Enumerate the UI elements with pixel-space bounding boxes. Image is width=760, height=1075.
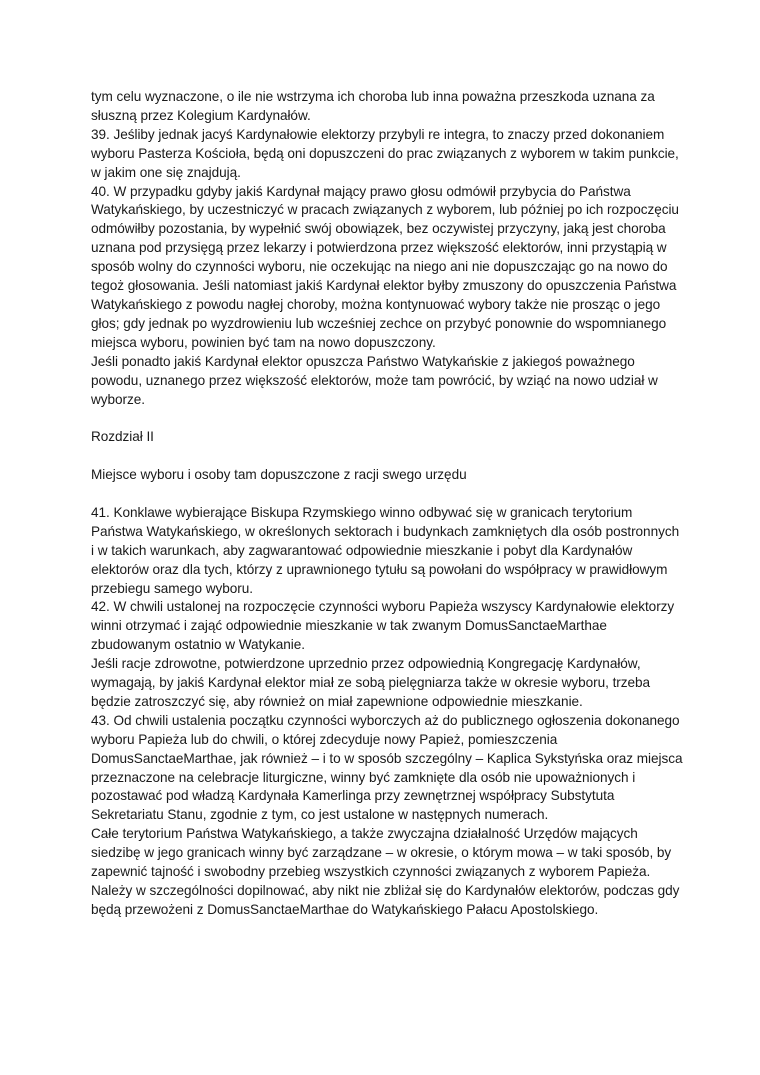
paragraph-article-40-cont: Jeśli ponadto jakiś Kardynał elektor opuszcza Państwo Watykańskie z jakiegoś poważnego powodu, uznanego przez większość elektorów, może tam powrócić, by wziąć na nowo udział w wyborze. xyxy=(91,353,658,407)
paragraph-article-40: 40. W przypadku gdyby jakiś Kardynał mający prawo głosu odmówił przybycia do Państwa Watykańskiego, by uczestniczyć w pracach związanych z wyborem, lub później po ich rozpoczęciu odmówiłby pozostania, by wypełnić swój obowiązek, bez oczywistej przyczyny, jaką jest choroba uznana pod przysięgą przez lekarzy i potwierdzona przez większość elektorów, inni przystąpią w sposób wolny do czynności wyboru, nie oczekując na niego ani nie dopuszczając go na nowo do tegoż głosowania. Jeśli natomiast jakiś Kardynał elektor byłby zmuszony do opuszczenia Państwa Watykańskiego z powodu nagłej choroby, można kontynuować wybory także nie prosząc o jego głos; gdy jednak po wyzdrowieniu lub wcześniej zechce on przybyć ponownie do wspomnianego miejsca wyboru, powinien być tam na nowo dopuszczony. xyxy=(91,183,679,350)
paragraph-article-42-cont: Jeśli racje zdrowotne, potwierdzone uprzednio przez odpowiednią Kongregację Kardynałów, wymagają, by jakiś Kardynał elektor miał ze sobą pielęgniarza także w okresie wyboru, trzeba będzie zatroszczyć się, aby również on miał zapewnione odpowiednie mieszkanie. xyxy=(91,656,651,709)
paragraph-article-39: 39. Jeśliby jednak jacyś Kardynałowie elektorzy przybyli re integra, to znaczy przed dokonaniem wyboru Pasterza Kościoła, będą oni dopuszczeni do prac związanych z wyborem w takim punkcie, w jakim one się znajdują. xyxy=(91,126,679,180)
paragraph-article-43-cont: Całe terytorium Państwa Watykańskiego, a także zwyczajna działalność Urzędów mających siedzibę w jego granicach winny być zarządzane – w okresie, o którym mowa – w taki sposób, by zapewnić tajność i swobodny przebieg wszystkich czynności związanych z wyborem Papieża. Należy w szczególności dopilnować, aby nikt nie zbliżał się do Kardynałów elektorów, podczas gdy będą przewożeni z DomusSanctaeMarthae do Watykańskiego Pałacu Apostolskiego. xyxy=(91,826,680,917)
paragraph-article-41: 41. Konklawe wybierające Biskupa Rzymskiego winno odbywać się w granicach terytorium Państwa Watykańskiego, w określonych sektorach i budynkach zamkniętych dla osób postronnych i w takich warunkach, aby zagwarantować odpowiednie mieszkanie i pobyt dla Kardynałów elektorów oraz dla tych, którzy z uprawnionego tytułu są powołani do współpracy w prawidłowym przebiegu samego wyboru. xyxy=(91,504,680,596)
paragraph-continuation: tym celu wyznaczone, o ile nie wstrzyma ich choroba lub inna poważna przeszkoda uznana za słuszną przez Kolegium Kardynałów. xyxy=(91,89,655,123)
paragraph-article-42: 42. W chwili ustalonej na rozpoczęcie czynności wyboru Papieża wszyscy Kardynałowie elektorzy winni otrzymać i zająć odpowiednie mieszkanie w tak zwanym DomusSanctaeMarthae zbudowanym ostatnio w Watykanie. xyxy=(91,599,675,653)
chapter-heading: Rozdział II xyxy=(91,429,154,445)
document-body xyxy=(91,88,683,920)
paragraph-article-43: 43. Od chwili ustalenia początku czynności wyborczych aż do publicznego ogłoszenia dokonanego wyboru Papieża lub do chwili, o której zdecyduje nowy Papież, pomieszczenia DomusSanctaeMarthae, jak również – i to w sposób szczególny – Kaplica Sykstyńska oraz miejsca przeznaczone na celebracje liturgiczne, winny być zamknięte dla osób nie upoważnionych i pozostawać pod władzą Kardynała Kamerlinga przy zewnętrznej współpracy Substytuta Sekretariatu Stanu, zgodnie z tym, co jest ustalone w następnych numerach. xyxy=(91,712,683,823)
chapter-title: Miejsce wyboru i osoby tam dopuszczone z racji swego urzędu xyxy=(91,467,467,483)
